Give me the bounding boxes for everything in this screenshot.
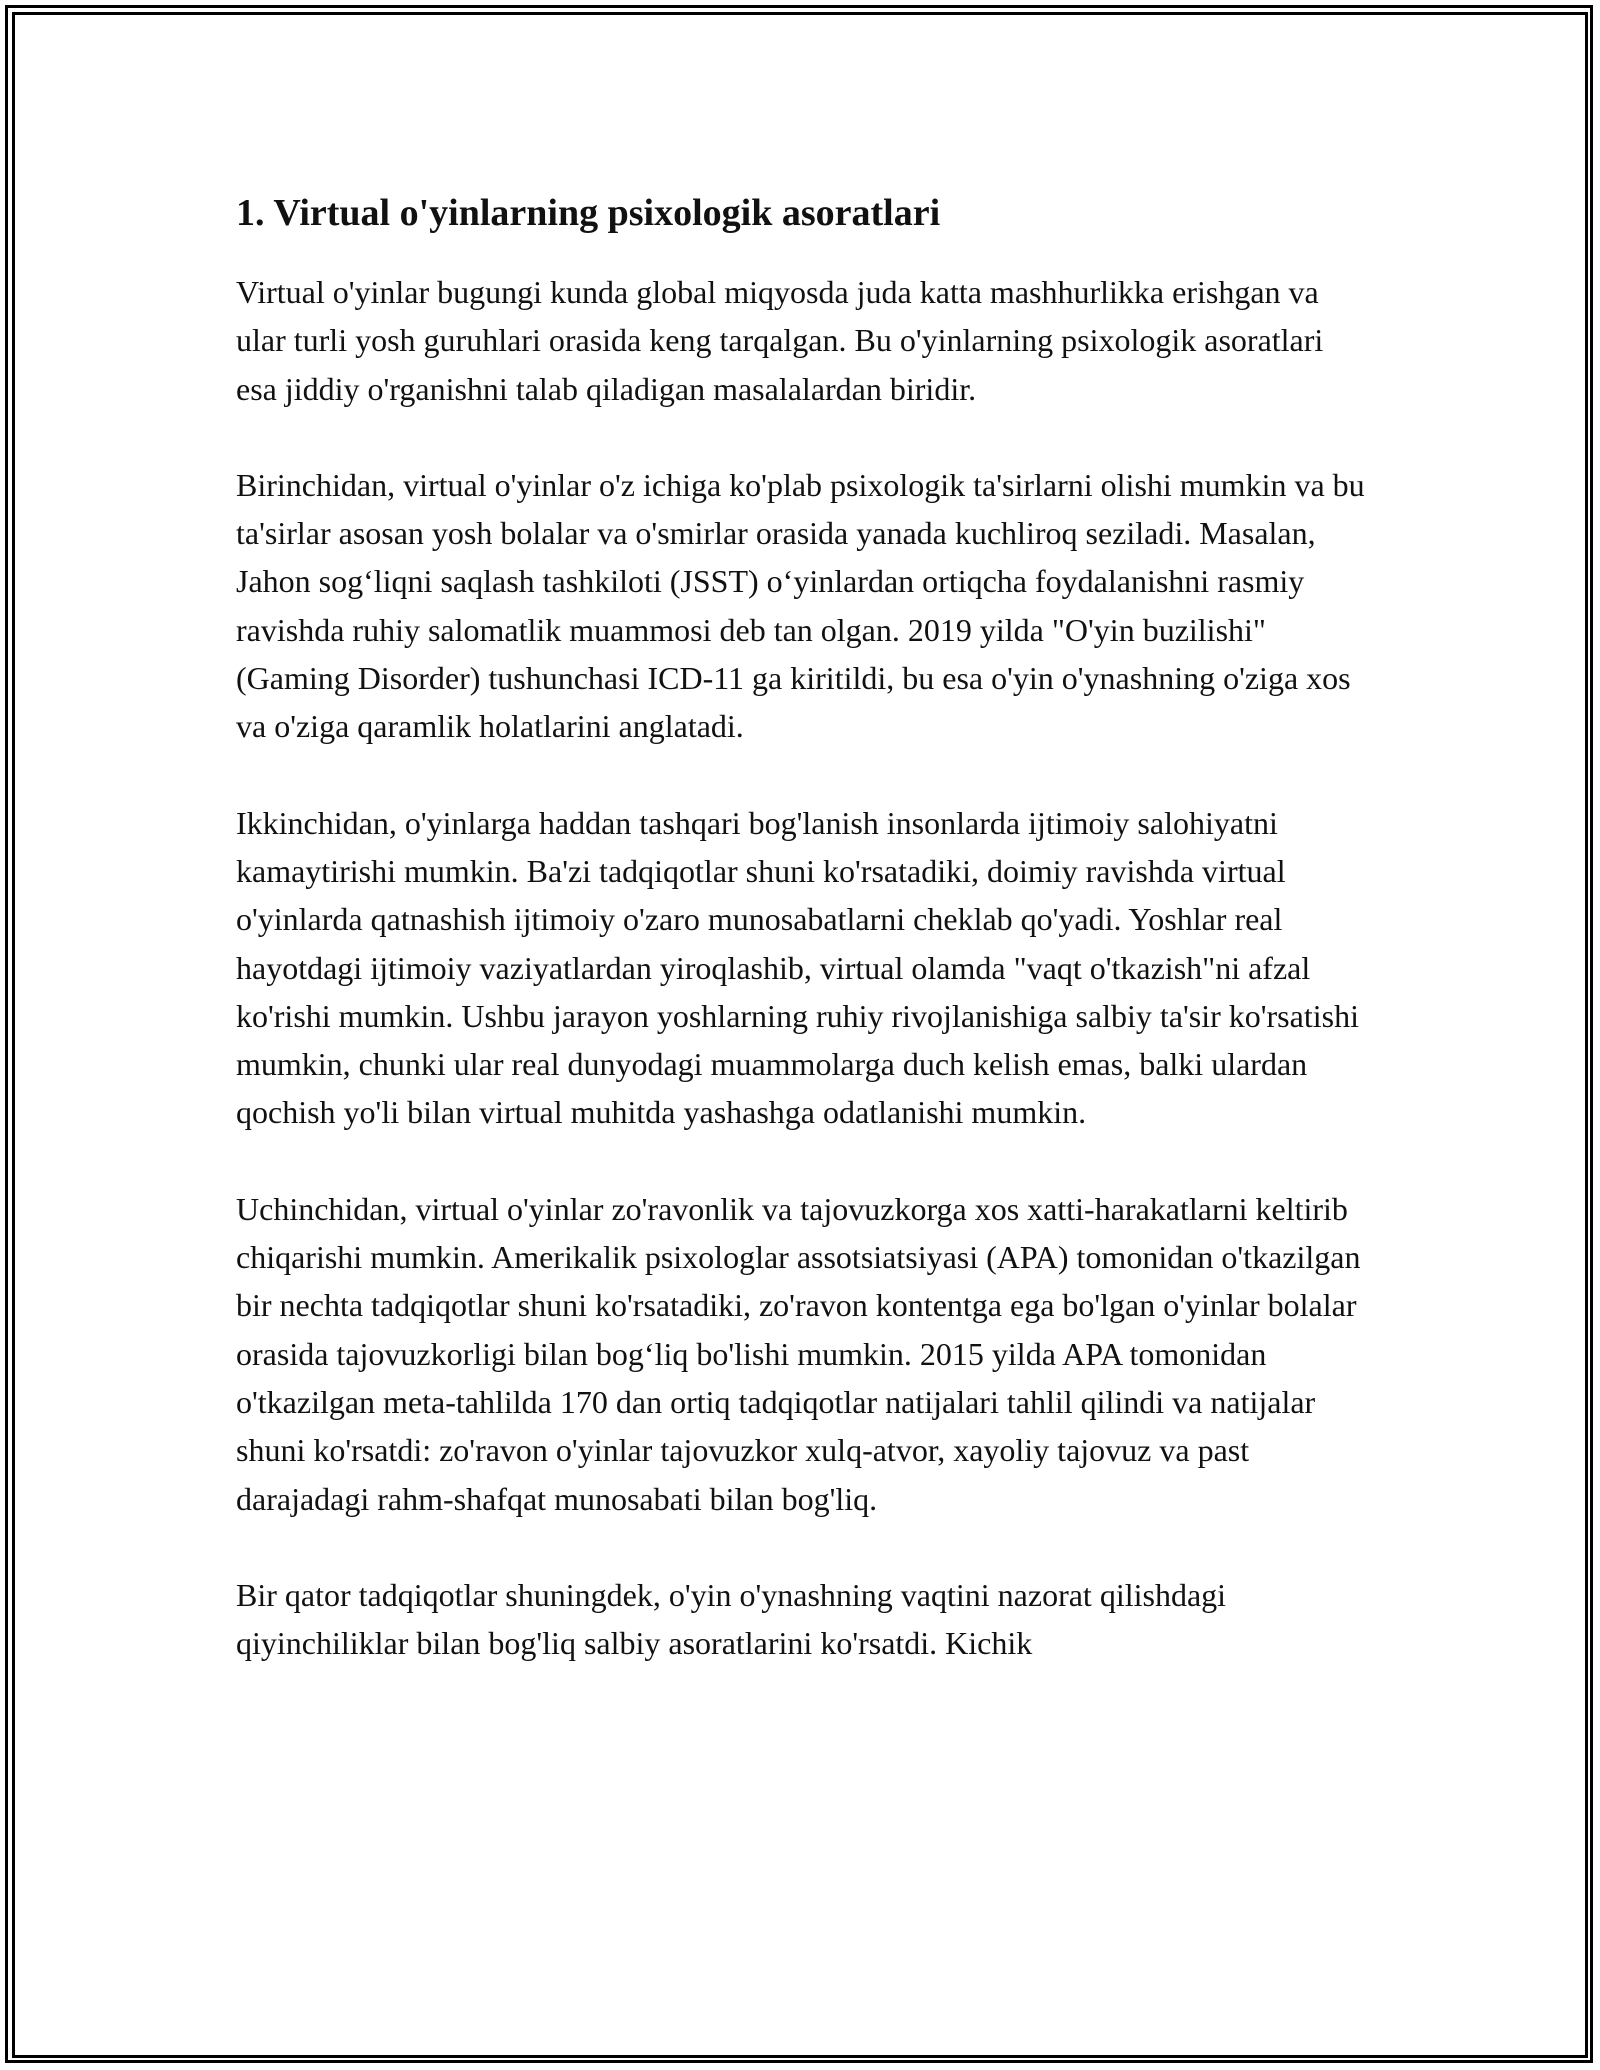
paragraph-third-point: Uchinchidan, virtual o'yinlar zo'ravonlik va tajovuzkorga xos xatti-harakatlarni keltirib chiqarishi mumkin. Amerikalik psixologlar assotsiatsiyasi (APA) tomonidan o'tkazilgan bir nechta tadqiqotlar shuni ko'rsatadiki, zo'ravon kontentga ega bo'lgan o'yinlar bolalar orasida tajovuzkorligi bilan bog‘liq bo'lishi mumkin. 2015 yilda APA tomonidan o'tkazilgan meta-tahlilda 170 dan ortiq tadqiqotlar natijalari tahlil qilindi va natijalar shuni ko'rsatdi: zo'ravon o'yinlar tajovuzkor xulq-atvor, xayoliy tajovuz va past darajadagi rahm-shafqat munosabati bilan bog'liq. xyxy=(236,1190,1361,1517)
document-body xyxy=(236,188,1366,1667)
section-heading: 1. Virtual o'yinlarning psixologik asoratlari xyxy=(236,192,941,234)
paragraph-first-point: Birinchidan, virtual o'yinlar o'z ichiga ko'plab psixologik ta'sirlarni olishi mumkin va bu ta'sirlar asosan yosh bolalar va o'smirlar orasida yanada kuchliroq seziladi. Masalan, Jahon sog‘liqni saqlash tashkiloti (JSST) o‘yinlardan ortiqcha foydalanishni rasmiy ravishda ruhiy salomatlik muammosi deb tan olgan. 2019 yilda "O'yin buzilishi" (Gaming Disorder) tushunchasi ICD-11 ga kiritildi, bu esa o'yin o'ynashning o'ziga xos va o'ziga qaramlik holatlarini anglatadi. xyxy=(236,466,1365,745)
paragraph-continuation: Bir qator tadqiqotlar shuningdek, o'yin o'ynashning vaqtini nazorat qilishdagi qiyinchiliklar bilan bog'liq salbiy asoratlarini ko'rsatdi. Kichik xyxy=(236,1576,1227,1662)
paragraph-intro: Virtual o'yinlar bugungi kunda global miqyosda juda katta mashhurlikka erishgan va ular turli yosh guruhlari orasida keng tarqalgan. Bu o'yinlarning psixologik asoratlari esa jiddiy o'rganishni talab qiladigan masalalardan biridir. xyxy=(236,274,1324,407)
paragraph-second-point: Ikkinchidan, o'yinlarga haddan tashqari bog'lanish insonlarda ijtimoiy salohiyatni kamaytirishi mumkin. Ba'zi tadqiqotlar shuni ko'rsatadiki, doimiy ravishda virtual o'yinlarda qatnashish ijtimoiy o'zaro munosabatlarni cheklab qo'yadi. Yoshlar real hayotdagi ijtimoiy vaziyatlardan yiroqlashib, virtual olamda "vaqt o'tkazish"ni afzal ko'rishi mumkin. Ushbu jarayon yoshlarning ruhiy rivojlanishiga salbiy ta'sir ko'rsatishi mumkin, chunki ular real dunyodagi muammolarga duch kelish emas, balki ulardan qochish yo'li bilan virtual muhitda yashashga odatlanishi mumkin. xyxy=(236,804,1359,1131)
